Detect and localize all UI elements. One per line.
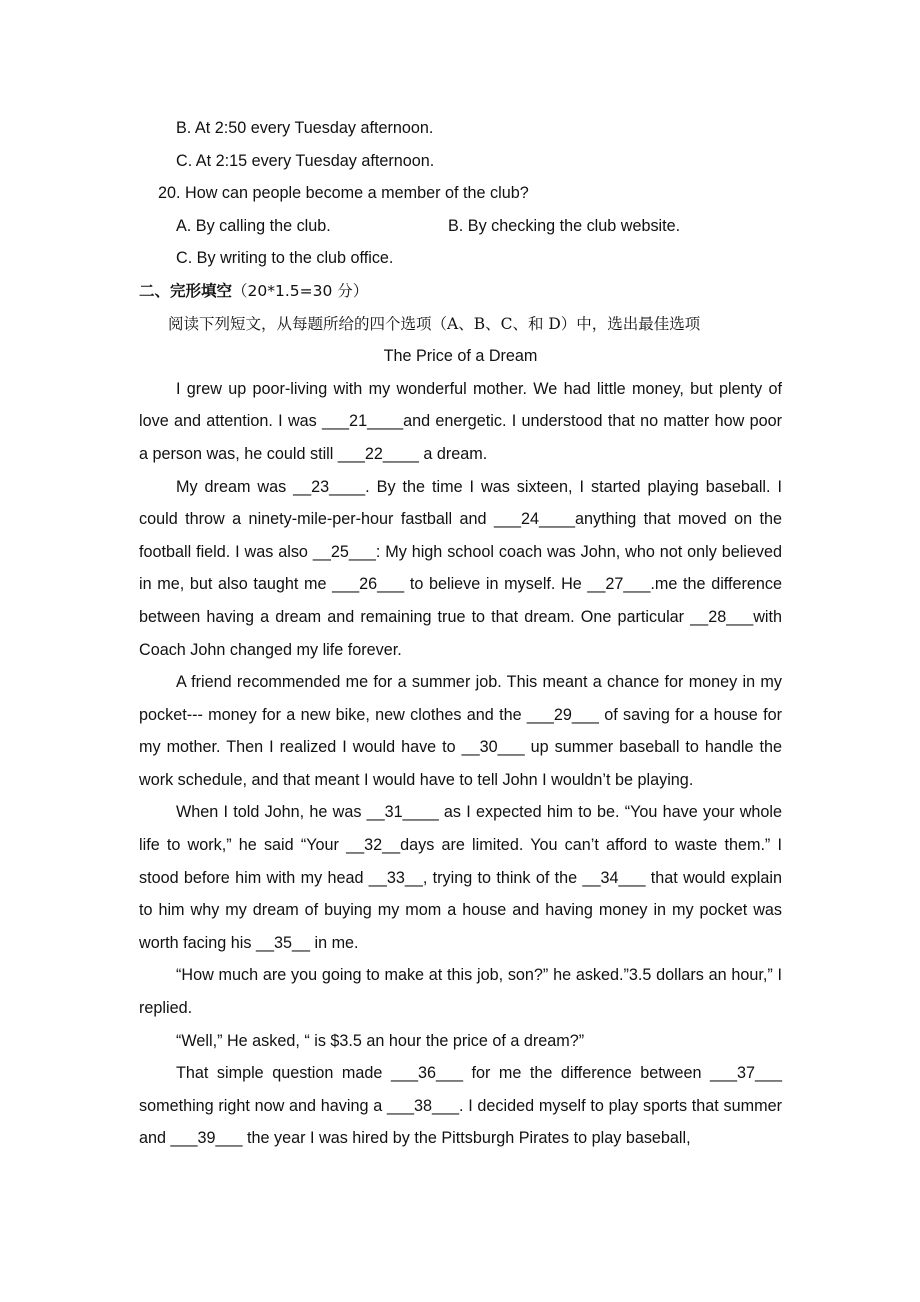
passage-paragraph-1: I grew up poor-living with my wonderful mother. We had little money, but plenty of love and attention. I was ___21____and energetic. I understood that no matter how poor a person was, he could still ___22____ a dream. <box>139 379 782 463</box>
q20-stem: 20. How can people become a member of the club? <box>158 184 529 203</box>
q19-option-c: C. At 2:15 every Tuesday afternoon. <box>176 151 435 170</box>
section-title: 二、完形填空 <box>139 281 233 300</box>
q20-option-c: C. By writing to the club office. <box>176 249 394 268</box>
q20-options-row <box>139 210 782 243</box>
passage-paragraph-2: My dream was __23____. By the time I was sixteen, I started playing baseball. I could throw a ninety-mile-per-hour fastball and ___24____anything that moved on the football field. I was also __25___: My high school coach was John, who not only believed in me, but also taught me ___26___ to believe in myself. He __27___.me the difference between having a dream and remaining true to that dream. One particular __28___with Coach John changed my life forever. <box>139 477 782 659</box>
q20-option-b: B. By checking the club website. <box>448 216 681 235</box>
section-score: （20*1.5=30 分） <box>232 281 369 300</box>
section-heading <box>139 275 782 308</box>
passage-paragraph-3: A friend recommended me for a summer job. This meant a chance for money in my pocket--- money for a new bike, new clothes and the ___29___ of saving for a house for my mother. Then I realized I would have to __30___ up summer baseball to handle the work schedule, and that meant I would have to tell John I wouldn’t be playing. <box>139 673 782 789</box>
q20-option-a: A. By calling the club. <box>176 216 331 235</box>
section-instruction: 阅读下列短文，从每题所给的四个选项（A、B、C、和 D）中，选出最佳选项 <box>168 314 701 333</box>
exam-page <box>139 112 782 1155</box>
passage-paragraph-4: When I told John, he was __31____ as I expected him to be. “You have your whole life to work,” he said “Your __32__days are limited. You can’t afford to waste them.” I stood before him with my head __33__, trying to think of the __34___ that would explain to him why my dream of buying my mom a house and having money in my pocket was worth facing his __35__ in me. <box>139 803 782 952</box>
passage-paragraph-7: That simple question made ___36___ for me the difference between ___37___ something right now and having a ___38___. I decided myself to play sports that summer and ___39___ the year I was hired by the Pittsburgh Pirates to play baseball, <box>139 1064 782 1148</box>
q19-option-b: B. At 2:50 every Tuesday afternoon. <box>176 119 434 137</box>
passage-paragraph-6: “Well,” He asked, “ is $3.5 an hour the price of a dream?” <box>176 1031 585 1050</box>
passage-title: The Price of a Dream <box>383 347 538 366</box>
passage-paragraph-5: “How much are you going to make at this job, son?” he asked.”3.5 dollars an hour,” I replied. <box>139 966 782 1018</box>
